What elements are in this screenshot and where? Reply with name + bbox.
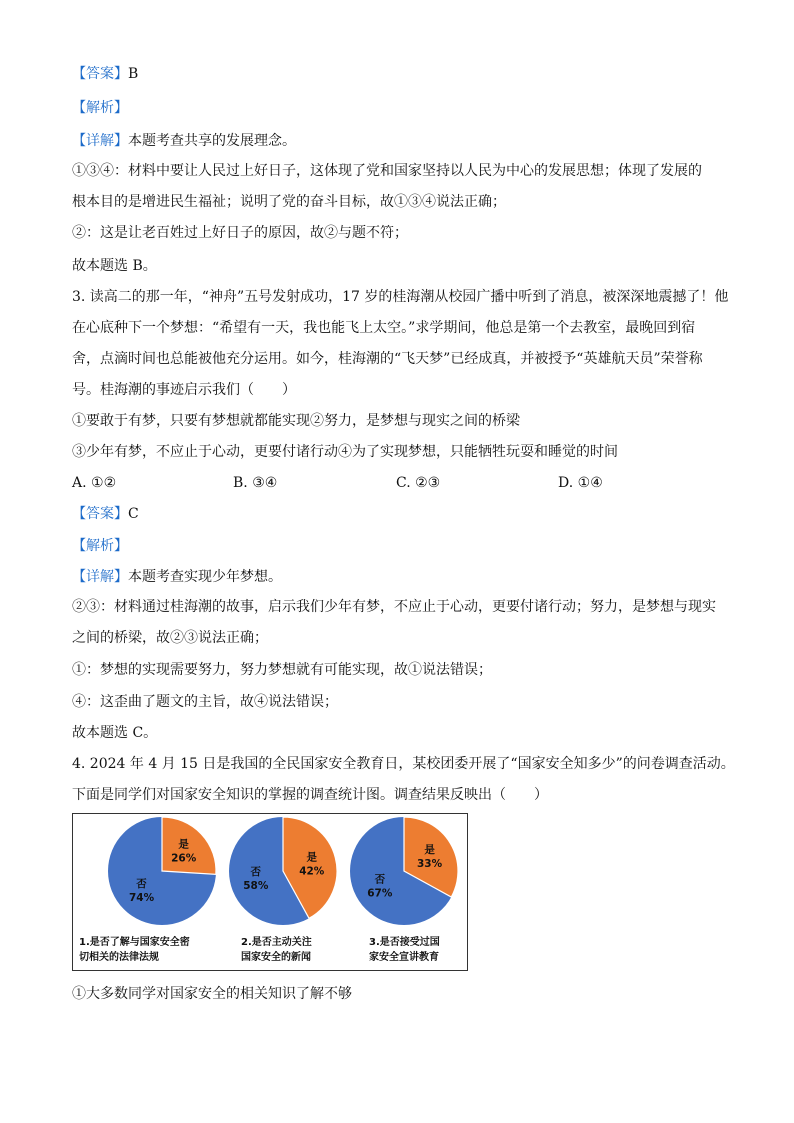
pie-slice-yes	[162, 817, 216, 874]
option-c: C. ②③	[396, 475, 441, 491]
option-a: A. ①②	[72, 475, 117, 491]
statement-line: ③少年有梦，不应止于心动，更要付诸行动④为了实现梦想，只能牺牲玩耍和睡觉的时间	[72, 444, 618, 460]
pie-caption: 国家安全的新闻	[241, 952, 311, 963]
analysis-line	[72, 98, 722, 118]
explanation-line: 根本目的是增进民生福祉；说明了党的奋斗目标，故①③④说法正确；	[72, 194, 506, 210]
question-3-line: 号。桂海潮的事迹启示我们（ ）	[72, 382, 296, 398]
explanation-line: 之间的桥梁，故②③说法正确；	[72, 630, 268, 646]
statement-line: ①要敢于有梦，只要有梦想就都能实现②努力，是梦想与现实之间的桥梁	[72, 413, 520, 429]
pie-value-yes: 42%	[299, 865, 325, 878]
explanation-line: ②：这是让老百姓过上好日子的原因，故②与题不符；	[72, 225, 408, 241]
statement-line: ①大多数同学对国家安全的相关知识了解不够	[72, 986, 352, 1002]
explanation-line: ④：这歪曲了题文的主旨，故④说法错误；	[72, 694, 338, 710]
question-4-line: 4. 2024 年 4 月 15 日是我国的全民国家安全教育日，某校团委开展了“国家安全知多少”的问卷调查活动。	[72, 756, 735, 772]
analysis-tag: 【解析】	[72, 100, 128, 116]
answer-line	[72, 64, 722, 84]
detail-text: 本题考查共享的发展理念。	[128, 133, 296, 149]
pie-value-yes: 26%	[171, 852, 197, 865]
detail-line	[72, 131, 722, 151]
pie-value-no: 67%	[367, 887, 393, 900]
pie-label-no: 否	[374, 873, 386, 886]
pie-value-no: 58%	[243, 879, 269, 892]
pie-label-no: 否	[250, 865, 262, 878]
survey-pie-charts	[72, 813, 468, 971]
question-3-line: 在心底种下一个梦想：“希望有一天，我也能飞上太空。”求学期间，他总是第一个去教室，最晚回到宿	[72, 320, 696, 336]
answer-value: B	[128, 66, 139, 82]
pie-caption: 3.是否接受过国	[369, 937, 440, 948]
explanation-line: ①：梦想的实现需要努力，努力梦想就有可能实现，故①说法错误；	[72, 662, 492, 678]
explanation-line: ①③④：材料中要让人民过上好日子，这体现了党和国家坚持以人民为中心的发展思想；体现了发展的	[72, 163, 702, 179]
explanation-line: ②③：材料通过桂海潮的故事，启示我们少年有梦，不应止于心动，更要付诸行动；努力，是梦想与现实	[72, 599, 716, 615]
detail-line	[72, 567, 722, 587]
pie-caption: 切相关的法律法规	[79, 952, 159, 963]
pie-caption: 1.是否了解与国家安全密	[79, 937, 190, 948]
detail-tag: 【详解】	[72, 133, 128, 149]
pie-charts-svg	[73, 814, 467, 970]
pie-value-no: 74%	[128, 892, 155, 905]
pie-caption: 2.是否主动关注	[241, 937, 312, 948]
pie-label-yes: 是	[306, 851, 318, 864]
answer-options	[72, 473, 722, 493]
pie-caption: 家安全宣讲教育	[369, 952, 439, 963]
analysis-line	[72, 536, 722, 556]
answer-tag: 【答案】	[72, 66, 128, 82]
question-4-line: 下面是同学们对国家安全知识的掌握的调查统计图。调查结果反映出（ ）	[72, 787, 548, 803]
pie-value-yes: 33%	[416, 857, 443, 870]
conclusion-line: 故本题选 C。	[72, 725, 158, 741]
question-3-line: 3. 读高二的那一年，“神舟”五号发射成功，17 岁的桂海潮从校园广播中听到了消息，被深深地震撼了！他	[72, 289, 729, 305]
question-3-line: 舍，点滴时间也总能被他充分运用。如今，桂海潮的“飞天梦”已经成真，并被授予“英雄航天员”荣誉称	[72, 351, 703, 367]
answer-line	[72, 504, 722, 524]
option-b: B. ③④	[233, 475, 278, 491]
pie-label-no: 否	[136, 878, 147, 891]
answer-value: C	[128, 506, 139, 522]
detail-text: 本题考查实现少年梦想。	[128, 569, 282, 585]
detail-tag: 【详解】	[72, 569, 128, 585]
pie-label-yes: 是	[178, 838, 189, 851]
analysis-tag: 【解析】	[72, 538, 128, 554]
pie-label-yes: 是	[424, 843, 435, 856]
option-d: D. ①④	[558, 475, 603, 491]
conclusion-line: 故本题选 B。	[72, 258, 157, 274]
answer-tag: 【答案】	[72, 506, 128, 522]
